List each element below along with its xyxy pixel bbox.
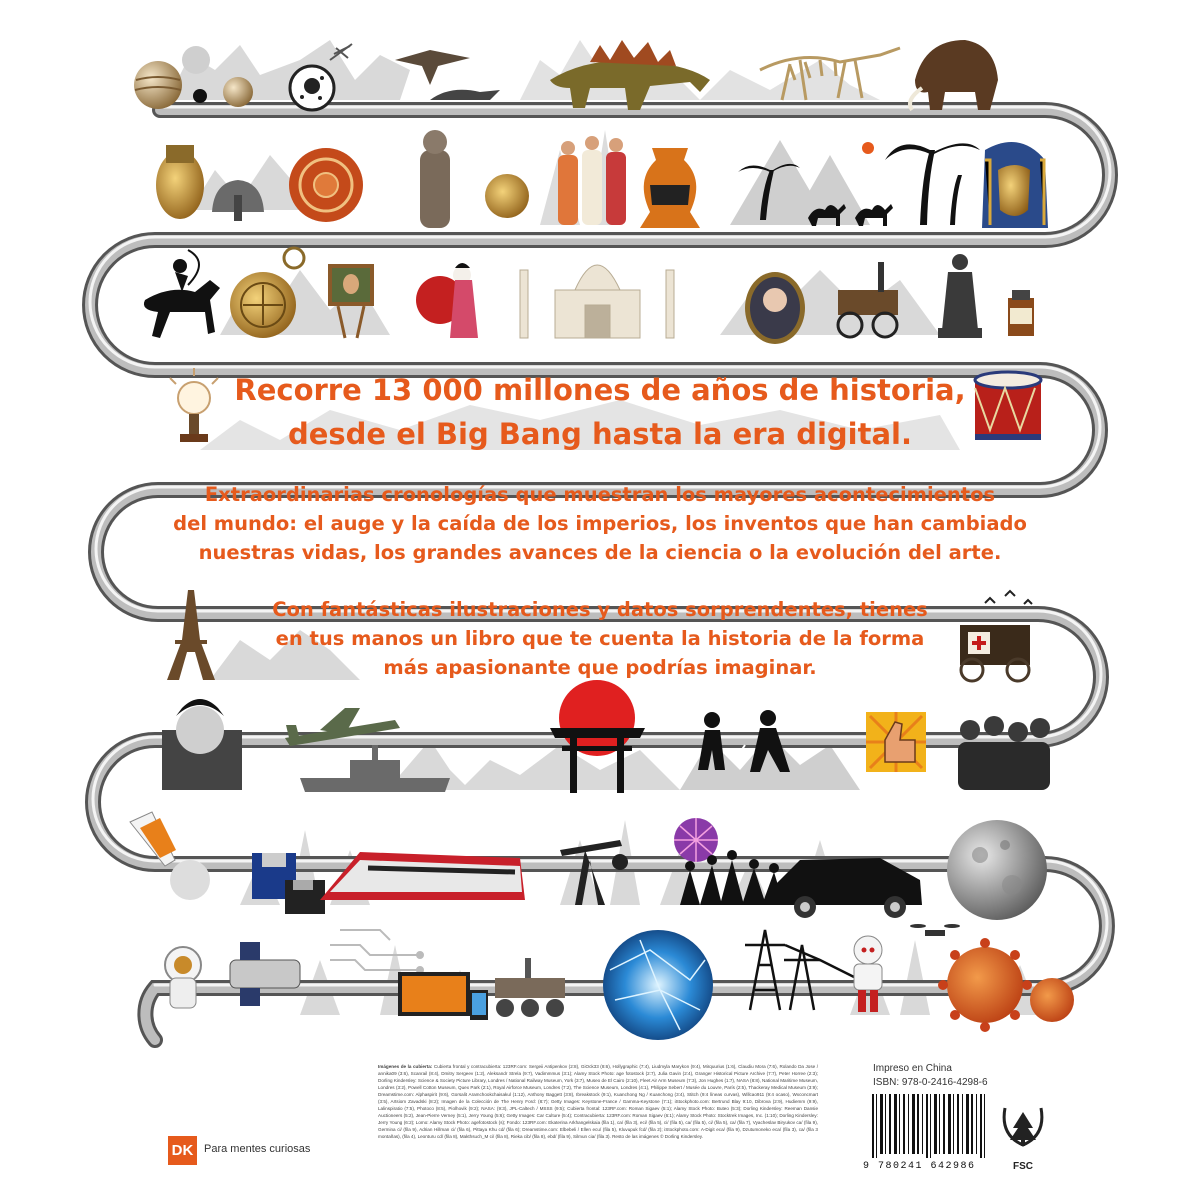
beatles-icon bbox=[958, 716, 1050, 790]
romans-icon bbox=[558, 136, 626, 225]
greek-vase-icon bbox=[640, 148, 700, 228]
globe-network-icon bbox=[603, 930, 713, 1040]
blurb1-line-2: del mundo: el auge y la caída de los imperios, los inventos que han cambiado bbox=[173, 512, 1027, 535]
credits-text: Cubierta frontal y contracubierta: 123RF.com: Sergeii Antipenkov (2:8), GiOck33 (8:6), Hollygraphic (7:4), Liudmyla Marykon (9:4), Mirquurius (1:6), Claudiu Mora (7:6), Rolando Da Jose / annika09 (3:6), Scanrail (8:4), Dmitry Sergeev (1:2), Aleksandr Strela (9:7), Vadimmmus (3:1); Alamy Stock Photo: age fotostock (2:7), Julia Gavin (2:4), Granger Historical Picture Archive (7:7), Peter Horree (2:3); Dorling Kindersley: Science & Society Picture Library, Londres / National Railway Museum, York (3:7), Museo de El Cairo (2:10), Fleet Air Arm Museum (7:3), Jon Hughes (1:7), NASA (8:8), National Maritime Museum, Londres (3:2), Powell Cotton Museum, Quex Park (2:1), Royal Airforce Museum, Londres (7:2), The Science Museum, Londres (4:1), Philippe Sebert / Musée du Louvre, París (2:5), Thackeray Medical Museum (3:9); Dreamstime.com: Alphaspirit (9:6), Gorsalit Aramchookchaisakul (1:12), Anthony Baggett (3:8), Ibreakstock (9:1), Kuanchong Ng / Kuanchong (3:4), Stitch (9:4 líneas curvas), Willcao911 (9:4 ocaso), Wxconcmart (3:5), Artsiom Zavadski (8:2); Imagen de la Colección de The Henry Ford: (8:7); Getty Images: Keystone-France / Gamma-Keystone (7:1); iStockphoto.com: Bertrund Blay 9:10, Dibrova (2:9), Hudiemm (9:9), Lalinspiratio (7:5), Photoco (8:5), Piolhovik (9:2); NASA: (9:3), JPL-Caltech / MSSS (9:5); Cubierta frontal: 123RF.com: Roman Sigaev (5:1); Alamy Stock Photo: Buteo (5:3); Dorling Kindersley: Reeman Dansie Auctioneers (5:2), Jean-Pierre Verney (5:1), Jerry Young (5:6); Getty Images: Car Culture (5:4); Contracubierta: 123RF.com: Roman Sigaev (6:1); Alamy Stock Photo: Stocktrek Images, Inc. (1:10); Dorling Kindersley: Jerry Young (6:2); Lomo: Alamy Stock Photo: agefotostock (s); Fondo: 123RF.com: Ekaterina Arkhangelskaia (fila 1), ca/ (fila 3), eci/ (fila 5), ci/ (fila 5), ca/ (fila 5), ci/ (fila 5), ca/ (fila 7), Vyacheslav Biryukov ca/ (fila 9), Germina ci/ (fila 9), Adrian Hillman ci/ (fila 6), Pittaya Khu cd/ (fila 6); Dreamstime.com: Elbebeli / Ellen ecu/ (fila 5), Kluvupuk fcd/ (fila 2); iStockphoto.com: A-Digit eca/ (fila 9), Dzutumoneko eca/ (fila 3), ca/ (fila 3 montañas), (fila 4), Leonturu cd/ (fila 8), Makthsuch_M ci/ (fila 8), Rieka cib/ (fila 8), ebd/ (fila 9), Silmun cia/ (fila 3). Resto de las imágenes © Dorling Kindersley. bbox=[378, 1064, 818, 1139]
headline bbox=[0, 368, 1200, 456]
terracotta-warrior-icon bbox=[420, 130, 450, 228]
churchill-icon bbox=[162, 699, 242, 790]
fsc-tree-icon bbox=[1004, 1108, 1042, 1146]
blurb2-line-1: Con fantásticas ilustraciones y datos sorprendentes, tienes bbox=[272, 598, 928, 621]
aztec-calendar-icon bbox=[289, 148, 363, 222]
blurb2-line-3: más apasionante que podrías imaginar. bbox=[383, 656, 817, 679]
thumbs-up-icon bbox=[866, 712, 926, 772]
isbn: ISBN: 978-0-2416-4298-6 bbox=[873, 1077, 988, 1088]
geisha-icon bbox=[416, 263, 478, 338]
headline-line-1: Recorre 13 000 millones de años de historia, bbox=[234, 373, 966, 407]
ground-dino-icon bbox=[430, 90, 500, 100]
dk-logo: DK bbox=[168, 1136, 197, 1165]
publisher-tagline: Para mentes curiosas bbox=[204, 1143, 311, 1155]
cell-icon bbox=[290, 66, 334, 110]
barcode-icon bbox=[872, 1094, 985, 1158]
horse-archer-icon bbox=[144, 250, 220, 338]
blurb1-line-3: nuestras vidas, los grandes avances de la ciencia o la evolución del arte. bbox=[198, 541, 1002, 564]
astronaut-icon bbox=[165, 947, 201, 1008]
hubble-telescope-icon bbox=[230, 942, 300, 1006]
earth-icon bbox=[182, 46, 210, 74]
barcode-number: 9 780241 642986 bbox=[863, 1161, 976, 1172]
circuit-icon bbox=[330, 930, 423, 973]
mars-rover-icon bbox=[495, 958, 565, 1017]
power-pylon-icon bbox=[745, 930, 860, 1010]
medicine-bottle-icon bbox=[1008, 290, 1034, 336]
taj-mahal-icon bbox=[520, 265, 674, 338]
credits-heading: Imágenes de la cubierta: bbox=[378, 1064, 433, 1069]
fsc-label: FSC bbox=[1013, 1161, 1033, 1172]
printed-in: Impreso en China bbox=[873, 1063, 952, 1074]
mammoth-icon bbox=[910, 40, 998, 110]
pharaoh-mask-icon bbox=[982, 142, 1048, 228]
sun-icon bbox=[862, 142, 874, 154]
washington-portrait-icon bbox=[745, 272, 805, 344]
headline-line-2: desde el Big Bang hasta la era digital. bbox=[287, 417, 913, 451]
devices-icon bbox=[398, 972, 488, 1020]
bronze-mask-icon bbox=[156, 145, 204, 219]
drone-icon bbox=[910, 924, 960, 936]
virus-icon bbox=[938, 938, 1074, 1032]
roman-coin-icon bbox=[485, 174, 529, 218]
moon-icon bbox=[947, 820, 1047, 920]
statue-icon bbox=[938, 254, 982, 338]
blurb2-line-2: en tus manos un libro que te cuenta la historia de la forma bbox=[275, 627, 925, 650]
image-credits bbox=[378, 1063, 818, 1181]
blurb-paragraph-1 bbox=[0, 480, 1200, 567]
blurb1-line-1: Extraordinarias cronologías que muestran los mayores acontecimientos bbox=[204, 483, 996, 506]
blurb-paragraph-2 bbox=[0, 595, 1200, 682]
